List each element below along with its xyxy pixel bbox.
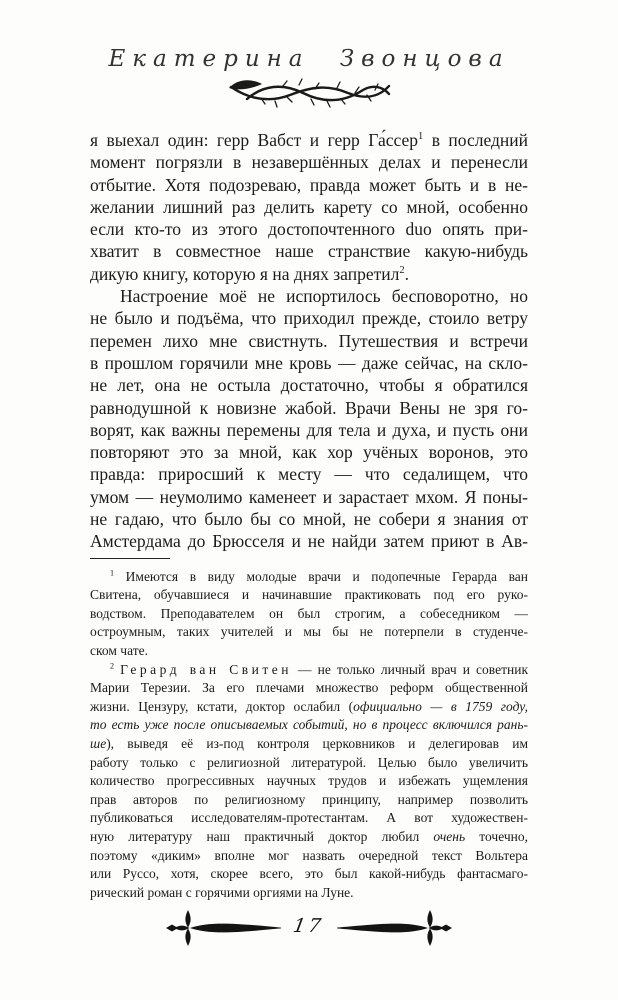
text-line: прав авторов по религиозному принципу, например позволить: [90, 791, 528, 807]
text-line: $^2$ Герард ван Свитен — не только личный врач и советник: [110, 661, 528, 677]
page-number: 17: [291, 915, 326, 938]
body-text: [90, 129, 528, 553]
text-line: я выехал один: герр Вабст и герр Га́ссер$^1$ в последний: [90, 130, 528, 150]
text-line: момент погрязли в незавершённых делах и перенесли: [90, 152, 528, 173]
text-line: работу только с религиозной литературой. Целью было увеличить: [90, 754, 528, 770]
text-line: Настроение моё не испортилось бесповоротно, но: [120, 286, 528, 307]
text-line: Марии Терезии. За его плечами множество реформ общественной: [90, 680, 528, 696]
text-line: рический роман с горячими оргиями на Луне.: [90, 884, 354, 900]
text-line: поэтому «диким» вполне мог назвать очередной текст Вольтера: [90, 847, 528, 863]
text-line: отбытие. Хотя подозреваю, правда может быть и в не-: [90, 174, 528, 195]
text-line: ском чате.: [90, 643, 148, 659]
author-name: Екатерина Звонцова: [108, 46, 510, 72]
text-line: остроумным, таких учителей и мы бы не потерпели в студенче-: [90, 624, 528, 640]
text-line: не лет, она не остыла достаточно, чтобы я обратился: [90, 375, 528, 396]
page-footer: [90, 909, 528, 947]
text-line: в прошлом горячили мне кровь — даже сейчас, на скло-: [90, 352, 528, 373]
text-line: не гадаю, что было бы со мной, не собери я знания от: [90, 509, 528, 530]
cross-dagger-icon: [165, 909, 283, 947]
text-line: повторяют это за мной, как хор учёных воронов, это: [90, 442, 528, 463]
text-line: не было и подъёма, что приходил прежде, стоило ветру: [90, 308, 528, 329]
text-line: ную литературу наш практичный доктор любил очень точечно,: [90, 828, 528, 844]
text-line: дикую книгу, которую я на днях запретил$^2$.: [90, 263, 409, 284]
footnote: [90, 661, 528, 903]
text-line: Амстердама до Брюсселя и не найди затем приют в Ав-: [90, 531, 528, 552]
text-line: ше), выведя её из-под контроля церковников и делегировав им: [90, 735, 528, 751]
text-line: умом — неумолимо каменеет и зарастает мхом. Я поны-: [90, 486, 528, 507]
footnote: [90, 568, 528, 661]
text-line: перемен лихо мне свистнуть. Путешествия и встречи: [90, 330, 528, 351]
text-line: правда: приросший к месту — что седалищем, что: [90, 464, 528, 485]
text-line: равнодушной к новизне жабой. Врачи Вены не зря го-: [90, 397, 528, 418]
text-line: водством. Преподавателем он был строгим, а собеседником —: [90, 605, 528, 621]
page-header: [90, 42, 528, 109]
text-line: то есть уже после описываемых событий, но в процесс включился рань-: [90, 717, 528, 733]
text-line: желании лишний раз делить карету со мной, особенно: [90, 196, 528, 217]
text-line: $^1$ Имеются в виду молодые врачи и подопечные Герарда ван: [110, 568, 528, 584]
text-line: публиковаться исследователям-протестантам. А вот художествен-: [90, 810, 528, 826]
text-line: Свитена, обучавшиеся и начинавшие практиковать под его руко-: [90, 587, 528, 603]
text-line: количество прогрессивных научных трудов и избежать ущемления: [90, 773, 528, 789]
footnotes: [90, 568, 528, 903]
text-line: если кто-то из этого достопочтенного duo опять при-: [90, 219, 528, 240]
text-line: ворят, как важны перемены для тела и духа, и пусть они: [90, 419, 528, 440]
thorn-vine-icon: [227, 77, 392, 109]
text-line: хватит в совместное наше странствие какую-нибудь: [90, 241, 528, 262]
cross-dagger-icon: [335, 909, 453, 947]
footnote-separator: [90, 558, 170, 559]
text-line: или Руссо, хотя, скорее всего, это был какой-нибудь фантасмаго-: [90, 866, 528, 882]
text-line: жизни. Цензуру, кстати, доктор ослабил (официально — в 1759 году,: [90, 698, 528, 714]
